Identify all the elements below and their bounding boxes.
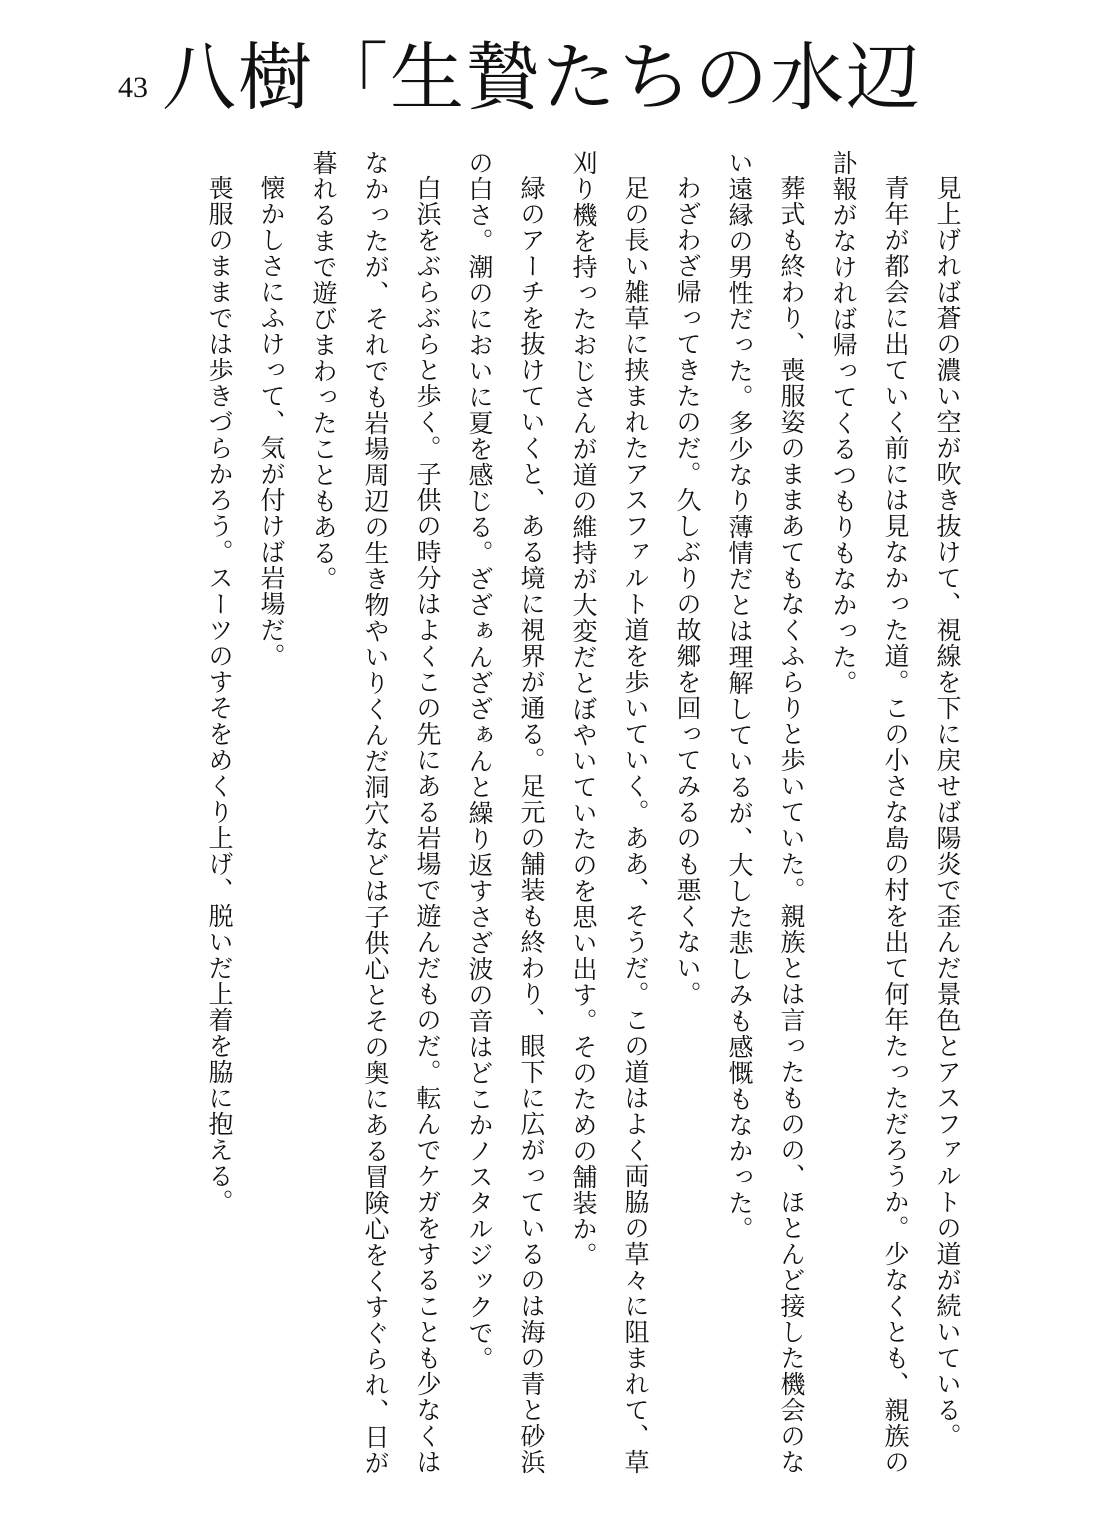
body-text <box>113 150 973 1490</box>
paragraph: 見上げれば蒼の濃い空が吹き抜けて、視線を下に戻せば陽炎で歪んだ景色とアスファルトの道が続いている。 <box>933 175 962 1449</box>
page-number: 43 <box>118 71 148 104</box>
paragraph: わざわざ帰ってきたのだ。久しぶりの故郷を回ってみるのも悪くない。 <box>673 175 702 1007</box>
paragraph: 青年が都会に出ていく前には見なかった道。この小さな島の村を出て何年たっただろうか。少なくとも、親族の訃報がなければ帰ってくるつもりもなかった。 <box>829 150 910 1475</box>
chapter-title: 八樹「生贄たちの水辺 <box>162 35 922 121</box>
paragraph: 懐かしさにふけって、気が付けば岩場だ。 <box>257 175 286 669</box>
paragraph: 葬式も終わり、喪服姿のままあてもなくふらりと歩いていた。親族とは言ったものの、ほとんど接した機会のない遠縁の男性だった。多少なり薄情だとは理解しているが、大した悲しみも感慨もなかった。 <box>725 150 806 1475</box>
paragraph: 喪服のままでは歩きづらかろう。スーツのすそをめくり上げ、脱いだ上着を脇に抱える。 <box>205 175 234 1215</box>
paragraph: 足の長い雑草に挟まれたアスファルト道を歩いていく。ああ、そうだ。この道はよく両脇の草々に阻まれて、草刈り機を持ったおじさんが道の維持が大変だとぼやいていたのを思い出す。そのための舗装か。 <box>569 150 650 1475</box>
paragraph: 白浜をぶらぶらと歩く。子供の時分はよくこの先にある岩場で遊んだものだ。転んでケガをすることも少なくはなかったが、それでも岩場周辺の生き物やいりくんだ洞穴などは子供心とその奥にある冒険心をくすぐられ、日が暮れるまで遊びまわったこともある。 <box>309 150 442 1476</box>
paragraph: 緑のアーチを抜けていくと、ある境に視界が通る。足元の舗装も終わり、眼下に広がっているのは海の青と砂浜の白さ。潮のにおいに夏を感じる。ざざぁんざざぁんと繰り返すさざ波の音はどこかノスタルジックで。 <box>465 150 546 1475</box>
